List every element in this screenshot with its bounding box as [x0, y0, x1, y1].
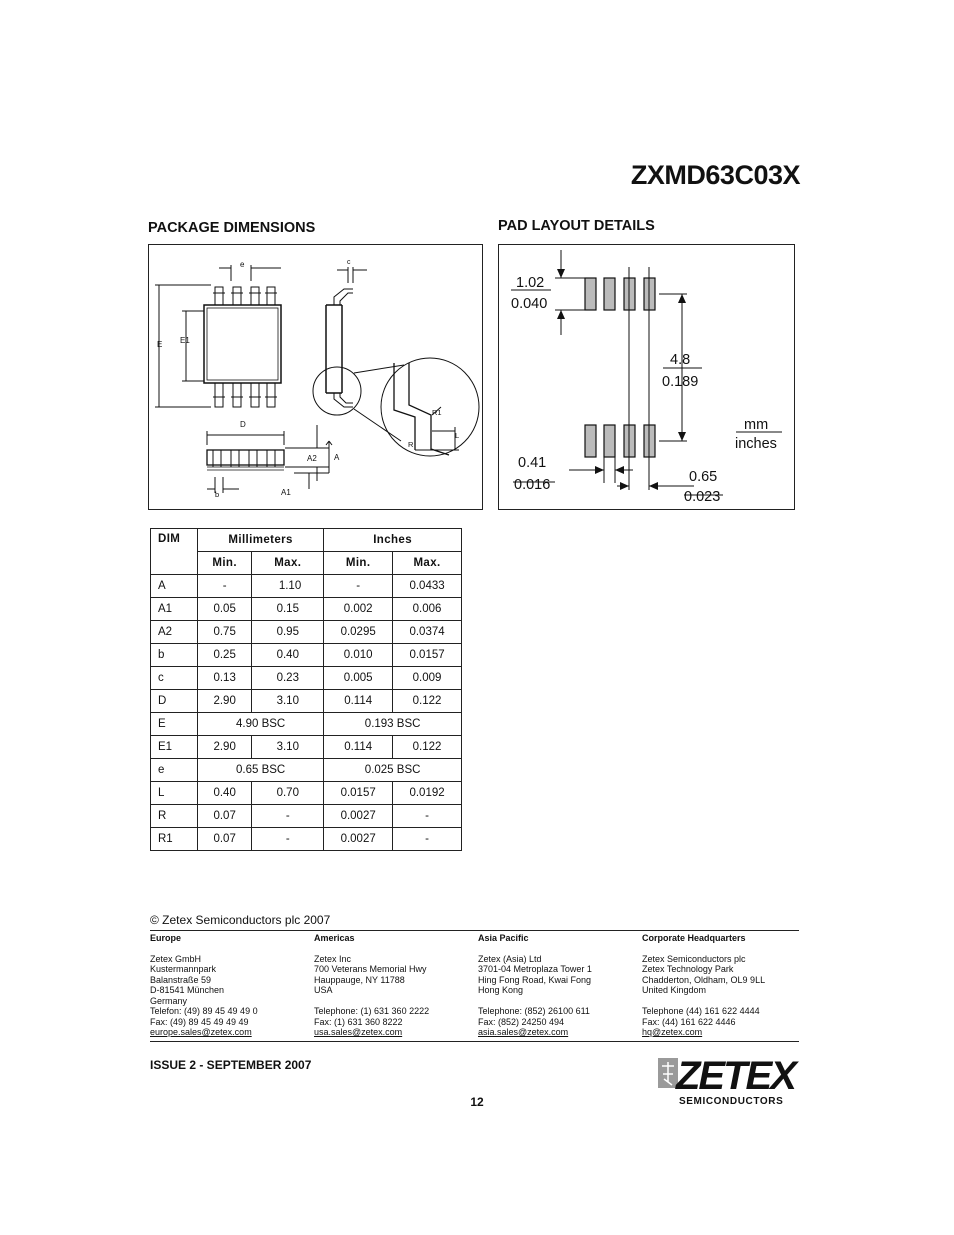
- cell-dim: A1: [151, 598, 198, 621]
- office-spacer: [314, 996, 474, 1007]
- cell-in-max: 0.122: [393, 736, 462, 759]
- page-number: 12: [470, 1095, 484, 1109]
- copyright-notice: © Zetex Semiconductors plc 2007: [150, 913, 331, 927]
- cell-mm-min: 0.40: [198, 782, 252, 805]
- cell-in-min: 0.114: [324, 690, 393, 713]
- office-region: Asia Pacific: [478, 933, 529, 943]
- cell-mm-max: 1.10: [252, 575, 324, 598]
- office-line: USA: [314, 985, 333, 995]
- cell-in-max: 0.0433: [393, 575, 462, 598]
- cell-in-min: 0.005: [324, 667, 393, 690]
- cell-dim: A: [151, 575, 198, 598]
- cell-dim: c: [151, 667, 198, 690]
- cell-mm-max: -: [252, 805, 324, 828]
- units-mm: mm: [744, 417, 769, 433]
- table-row: [151, 713, 462, 736]
- office-line: Germany: [150, 995, 188, 1006]
- office-line: United Kingdom: [642, 985, 707, 995]
- dim-label-A2: A2: [307, 454, 317, 463]
- header-mm-min: Min.: [198, 552, 252, 575]
- table-row: [151, 644, 462, 667]
- cell-mm-min: 2.90: [198, 736, 252, 759]
- cell-dim: L: [151, 782, 198, 805]
- units-inches: inches: [735, 436, 777, 452]
- package-dimensions-heading: PACKAGE DIMENSIONS: [148, 220, 316, 236]
- cell-mm-max: 0.40: [252, 644, 324, 667]
- office-line: Telephone: (852) 26100 611: [478, 1006, 590, 1016]
- header-inches: Inches: [324, 529, 462, 552]
- cell-mm-max: -: [252, 828, 324, 851]
- office-line: 700 Veterans Memorial Hwy: [314, 964, 427, 974]
- office-line: Zetex Inc: [314, 953, 352, 964]
- cell-dim: b: [151, 644, 198, 667]
- table-row: [151, 759, 462, 782]
- office-line: Telephone: (1) 631 360 2222: [314, 1006, 430, 1016]
- office-europe: [150, 933, 310, 1038]
- cell-in-max: 0.122: [393, 690, 462, 713]
- cell-in-min: 0.114: [324, 736, 393, 759]
- cell-mm-min: 0.05: [198, 598, 252, 621]
- pad-layout-svg: [499, 245, 793, 508]
- pad-layout-drawing: [498, 244, 795, 510]
- cell-in-max: -: [393, 828, 462, 851]
- cell-in-max: -: [393, 805, 462, 828]
- zetex-logo: [658, 1052, 800, 1108]
- table-row: [151, 690, 462, 713]
- cell-in-max: 0.0374: [393, 621, 462, 644]
- cell-mm-max: 0.95: [252, 621, 324, 644]
- office-line: Hong Kong: [478, 985, 524, 995]
- office-asia-pacific: [478, 933, 638, 1038]
- cell-mm-bsc: 0.65 BSC: [198, 759, 324, 782]
- cell-in-min: 0.002: [324, 598, 393, 621]
- office-email-link[interactable]: hq@zetex.com: [642, 1027, 703, 1037]
- cell-dim: E: [151, 713, 198, 736]
- package-body-front-view: [207, 450, 284, 465]
- dim-label-b: b: [215, 490, 220, 499]
- footer-rule-bottom: [150, 1041, 799, 1042]
- office-line: D-81541 München: [150, 985, 225, 995]
- table-row: [151, 575, 462, 598]
- pitch-mm: 0.65: [689, 469, 718, 485]
- span-mm: 4.8: [670, 352, 691, 368]
- cell-in-min: 0.0295: [324, 621, 393, 644]
- table-row: [151, 736, 462, 759]
- cell-in-max: 0.0157: [393, 644, 462, 667]
- zetex-logo-icon: [658, 1052, 800, 1108]
- package-body-top-view: [204, 305, 281, 383]
- table-header-row: [151, 529, 462, 552]
- package-side-view: [326, 305, 342, 393]
- cell-mm-min: 0.13: [198, 667, 252, 690]
- cell-mm-max: 3.10: [252, 736, 324, 759]
- table-row: [151, 805, 462, 828]
- office-line: Chadderton, Oldham, OL9 9LL: [642, 974, 766, 985]
- dim-label-L: L: [455, 431, 460, 440]
- office-americas: [314, 933, 474, 1038]
- header-millimeters: Millimeters: [198, 529, 324, 552]
- dim-label-R1: R1: [432, 408, 442, 417]
- package-dimensions-drawing: [148, 244, 483, 510]
- header-in-max: Max.: [393, 552, 462, 575]
- dim-label-A1: A1: [281, 488, 291, 497]
- cell-mm-min: 0.25: [198, 644, 252, 667]
- office-spacer: [642, 996, 802, 1007]
- office-line: Telephone (44) 161 622 4444: [642, 1006, 760, 1016]
- office-line: Fax: (49) 89 45 49 49 49: [150, 1016, 249, 1027]
- table-row: [151, 667, 462, 690]
- cell-mm-min: 0.07: [198, 805, 252, 828]
- pad-width-in: 0.040: [511, 296, 548, 312]
- office-email-link[interactable]: usa.sales@zetex.com: [314, 1027, 403, 1037]
- logo-wordmark: ZETEX: [676, 1054, 795, 1098]
- dim-label-e: e: [240, 260, 245, 269]
- part-number-title: ZXMD63C03X: [630, 160, 800, 190]
- cell-mm-min: 2.90: [198, 690, 252, 713]
- header-in-min: Min.: [324, 552, 393, 575]
- pad-width-mm: 1.02: [516, 275, 545, 291]
- office-line: Hing Fong Road, Kwai Fong: [478, 974, 592, 985]
- office-line: 3701-04 Metroplaza Tower 1: [478, 964, 592, 974]
- issue-date: ISSUE 2 - SEPTEMBER 2007: [150, 1058, 312, 1072]
- cell-mm-max: 0.15: [252, 598, 324, 621]
- office-line: Zetex (Asia) Ltd: [478, 953, 542, 964]
- cell-dim: R1: [151, 828, 198, 851]
- header-dim: DIM: [151, 529, 198, 575]
- cell-mm-bsc: 4.90 BSC: [198, 713, 324, 736]
- office-region: Corporate Headquarters: [642, 933, 746, 943]
- table-row: [151, 782, 462, 805]
- table-row: [151, 828, 462, 851]
- cell-in-min: 0.0027: [324, 828, 393, 851]
- office-spacer: [478, 996, 638, 1007]
- office-line: Fax: (44) 161 622 4446: [642, 1016, 736, 1027]
- office-line: Telefon: (49) 89 45 49 49 0: [150, 1006, 258, 1016]
- cell-dim: e: [151, 759, 198, 782]
- cell-in-min: 0.0157: [324, 782, 393, 805]
- package-outline-svg: [149, 245, 481, 508]
- cell-mm-min: 0.75: [198, 621, 252, 644]
- pad-b-in: 0.016: [514, 477, 551, 493]
- office-email-link[interactable]: asia.sales@zetex.com: [478, 1027, 569, 1037]
- header-mm-max: Max.: [252, 552, 324, 575]
- office-line: Zetex Technology Park: [642, 964, 734, 974]
- cell-dim: E1: [151, 736, 198, 759]
- dim-label-E1: E1: [180, 336, 190, 345]
- footer-rule-top: [150, 930, 799, 931]
- pitch-in: 0.023: [684, 489, 721, 505]
- table-subheader-row: [151, 552, 462, 575]
- logo-tagline: SEMICONDUCTORS: [679, 1096, 784, 1107]
- cell-mm-max: 0.23: [252, 667, 324, 690]
- cell-in-bsc: 0.193 BSC: [324, 713, 462, 736]
- office-line: Hauppauge, NY 11788: [314, 974, 405, 985]
- cell-in-max: 0.0192: [393, 782, 462, 805]
- office-region: Europe: [150, 933, 182, 943]
- dim-label-c: c: [347, 259, 351, 266]
- office-line: Balanstraße 59: [150, 974, 212, 985]
- cell-mm-min: -: [198, 575, 252, 598]
- cell-dim: A2: [151, 621, 198, 644]
- office-line: Zetex Semiconductors plc: [642, 953, 746, 964]
- cell-dim: R: [151, 805, 198, 828]
- cell-mm-max: 0.70: [252, 782, 324, 805]
- cell-dim: D: [151, 690, 198, 713]
- pad-row-bottom: [585, 425, 655, 457]
- dimensions-table: [150, 528, 462, 851]
- pad-row-top: [585, 278, 655, 310]
- span-in: 0.189: [662, 374, 699, 390]
- dim-label-D: D: [240, 420, 246, 429]
- office-line: Kustermannpark: [150, 964, 217, 974]
- pad-b-mm: 0.41: [518, 455, 547, 471]
- cell-in-min: 0.0027: [324, 805, 393, 828]
- office-corporate-hq: [642, 933, 802, 1038]
- cell-in-max: 0.009: [393, 667, 462, 690]
- office-email-link[interactable]: europe.sales@zetex.com: [150, 1027, 252, 1037]
- table-row: [151, 621, 462, 644]
- cell-in-bsc: 0.025 BSC: [324, 759, 462, 782]
- cell-in-max: 0.006: [393, 598, 462, 621]
- cell-mm-max: 3.10: [252, 690, 324, 713]
- office-line: Zetex GmbH: [150, 953, 202, 964]
- office-region: Americas: [314, 933, 355, 943]
- dim-label-E: E: [157, 340, 163, 349]
- cell-mm-min: 0.07: [198, 828, 252, 851]
- table-row: [151, 598, 462, 621]
- office-line: Fax: (1) 631 360 8222: [314, 1016, 403, 1027]
- dim-label-A: A: [334, 453, 340, 462]
- cell-in-min: 0.010: [324, 644, 393, 667]
- cell-in-min: -: [324, 575, 393, 598]
- pad-layout-heading: PAD LAYOUT DETAILS: [498, 218, 655, 234]
- dim-label-R: R: [408, 440, 414, 449]
- office-line: Fax: (852) 24250 494: [478, 1016, 565, 1027]
